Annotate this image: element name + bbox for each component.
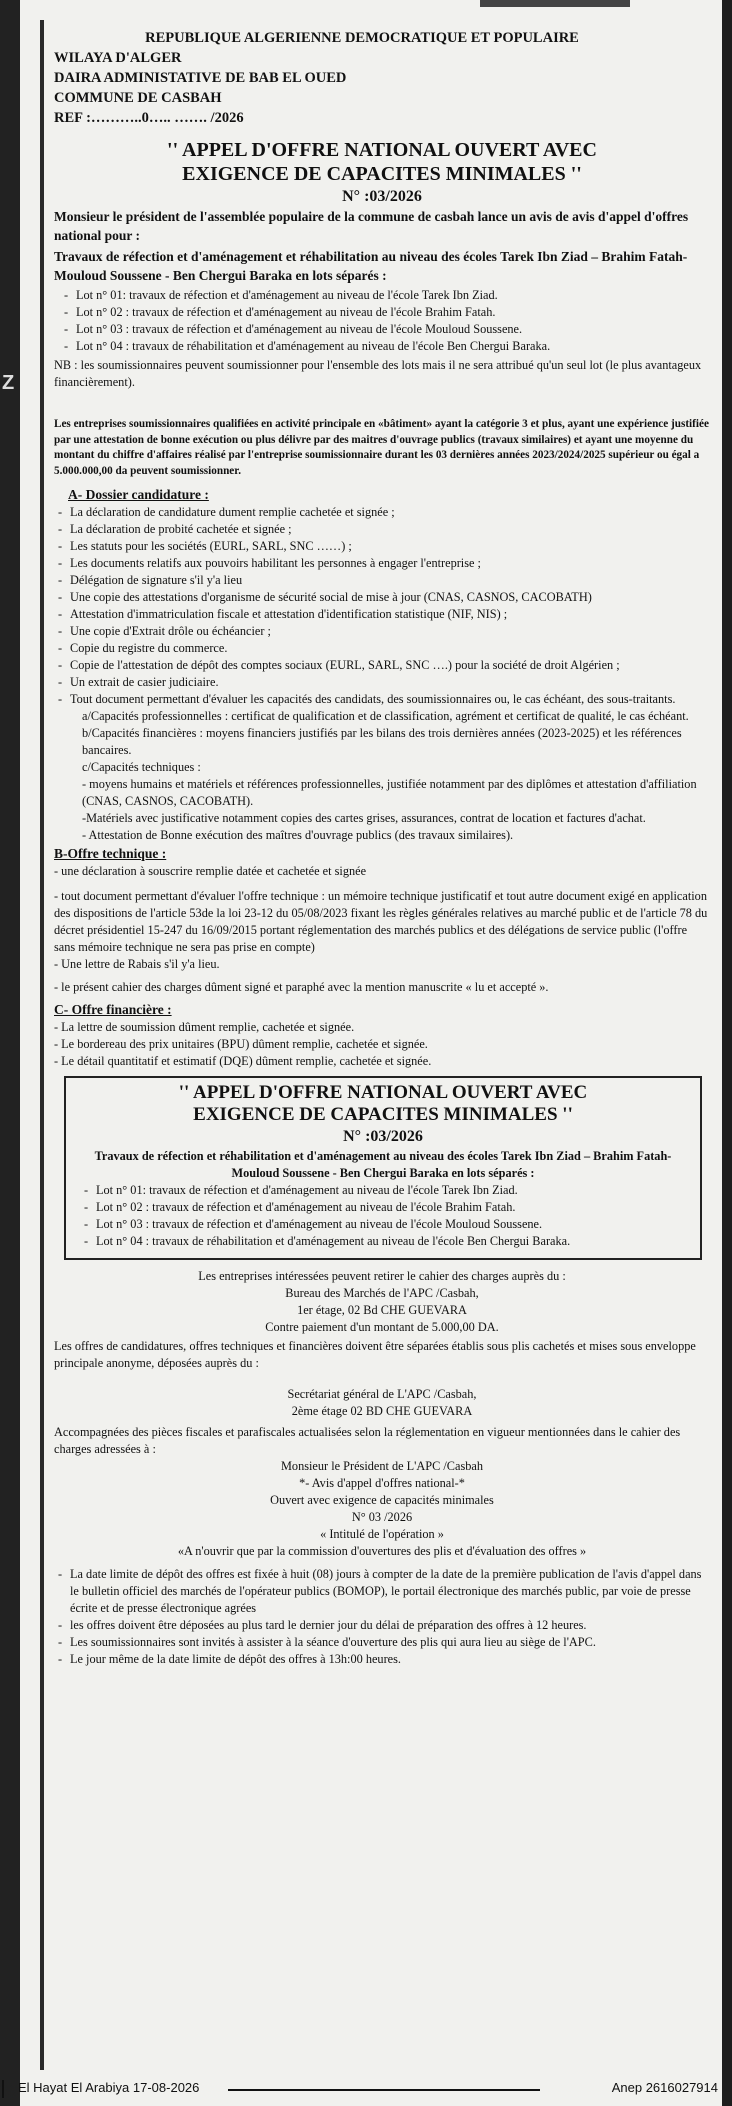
addressee-line: «A n'ouvrir que par la commission d'ouvertures des plis et d'évaluation des offres » — [177, 1544, 587, 1558]
notice-number: N° :03/2026 — [342, 188, 422, 205]
addressee-line: *- Avis d'appel d'offres national-* — [299, 1476, 465, 1490]
list-item: - Délégation de signature s'il y'a lieu — [54, 572, 710, 589]
list-item: - Le jour même de la date limite de dépôt des offres à 13h:00 heures. — [54, 1651, 710, 1668]
offer-line: - une déclaration à souscrire remplie datée et cachetée et signée — [54, 864, 367, 878]
list-item: - Les soumissionnaires sont invités à assister à la séance d'ouverture des plis qui aura lieu au siège de l'APC. — [54, 1634, 710, 1651]
list-item: - Lot n° 02 : travaux de réfection et d'aménagement au niveau de l'école Brahim Fatah. — [74, 1199, 692, 1216]
submission-paragraph: Les offres de candidatures, offres techniques et financières doivent être séparées établis sous plis cachetés et mises sous enveloppe principale anonyme, déposées auprès du : — [54, 1339, 696, 1370]
section-c-body — [54, 1019, 710, 1070]
offer-line: - Le détail quantitatif et estimatif (DQE) dûment remplie, cachetée et signée. — [54, 1054, 432, 1068]
addressee-line: Ouvert avec exigence de capacités minimales — [270, 1493, 494, 1507]
header-wilaya: WILAYA D'ALGER — [54, 50, 182, 66]
offer-line: - La lettre de soumission dûment remplie, cachetée et signée. — [54, 1020, 355, 1034]
summary-box — [64, 1076, 702, 1260]
cap-financial: b/Capacités financières : moyens financiers justifiés par les bilans des trois dernières années (2023-2025) et les références bancaires. — [82, 726, 682, 757]
left-border-rule — [40, 20, 44, 2070]
list-item: - Tout document permettant d'évaluer les capacités des candidats, des soumissionnaires ou, le cas échéant, des sous-traitants. — [54, 691, 710, 708]
addressee-line: Monsieur le Président de L'APC /Casbah — [280, 1459, 484, 1473]
header-ref: REF :………..0….. ……. /2026 — [54, 110, 244, 126]
retrieval-line: Contre paiement d'un montant de 5.000,00 DA. — [265, 1320, 499, 1334]
secretariat-block — [54, 1386, 710, 1420]
section-a-list — [54, 504, 710, 708]
section-a-heading: A- Dossier candidature : — [68, 487, 209, 502]
nb-note: NB : les soumissionnaires peuvent soumissionner pour l'ensemble des lots mais il ne sera attribué qu'un seul lot (le plus avantageux financièrement). — [54, 358, 702, 389]
right-scan-strip — [722, 0, 732, 2106]
header-block — [54, 28, 710, 128]
tech-item: - moyens humains et matériels et références professionnelles, justifiée notamment par des diplômes et attestation d'affiliation (CNAS, CASNOS, CACOBATH). — [82, 777, 697, 808]
list-item: - La déclaration de candidature dument remplie cachetée et signée ; — [54, 504, 710, 521]
final-conditions-list — [54, 1566, 710, 1668]
footer-tick — [2, 2080, 4, 2098]
footer — [0, 2080, 732, 2100]
list-item: - La date limite de dépôt des offres est fixée à huit (08) jours à compter de la date de la première publication de l'avis d'appel dans le bulletin officiel des marchés de l'opérateur publics (BOMOP), le portail électronique des marchés public, par voie de presse écrite et de presse électronique agrées — [54, 1566, 710, 1617]
eligibility-paragraph: Les entreprises soumissionnaires qualifiées en activité principale en «bâtiment» ayant la catégorie 3 et plus, ayant une expérience justifiée par une attestation de bonne exécution ou plus délivre par des maitres d'ouvrage publics (travaux similaires) et ayant une moyenne du montant du chiffre d'affaires réalisé par l'entreprise soumissionnaire durant les 03 dernières années 2023/2024/2025 supérieur ou égal a 5.000.000,00 da peuvent soumissionner. — [54, 418, 709, 477]
list-item: - Lot n° 01: travaux de réfection et d'aménagement au niveau de l'école Tarek Ibn Ziad. — [74, 1182, 692, 1199]
secretariat-line: 2ème étage 02 BD CHE GUEVARA — [291, 1404, 473, 1418]
retrieval-line: 1er étage, 02 Bd CHE GUEVARA — [297, 1303, 467, 1317]
box-title-2: EXIGENCE DE CAPACITES MINIMALES '' — [193, 1104, 573, 1125]
list-item: - Copie de l'attestation de dépôt des comptes sociaux (EURL, SARL, SNC ….) pour la société de droit Algérien ; — [54, 657, 710, 674]
edge-letter: Z — [2, 372, 15, 394]
list-item: - les offres doivent être déposées au plus tard le dernier jour du délai de préparation des offres à 12 heures. — [54, 1617, 710, 1634]
list-item: - Une copie d'Extrait drôle ou échéancier ; — [54, 623, 710, 640]
accompaniment-paragraph: Accompagnées des pièces fiscales et parafiscales actualisées selon la réglementation en vigueur mentionnées dans le cahier des charges adressées à : — [54, 1425, 681, 1456]
list-item: - Lot n° 03 : travaux de réfection et d'aménagement au niveau de l'école Mouloud Soussene. — [54, 321, 710, 338]
list-item: - Lot n° 03 : travaux de réfection et d'aménagement au niveau de l'école Mouloud Soussene. — [74, 1216, 692, 1233]
list-item: - Attestation d'immatriculation fiscale et attestation d'identification statistique (NIF, NIS) ; — [54, 606, 710, 623]
list-item: - Lot n° 04 : travaux de réhabilitation et d'aménagement au niveau de l'école Ben Chergui Baraka. — [54, 338, 710, 355]
box-number: N° :03/2026 — [343, 1128, 423, 1145]
footer-rule — [228, 2089, 540, 2091]
tech-item: -Matériels avec justificative notamment copies des cartes grises, assurances, contrat de location et factures d'achat. — [82, 811, 646, 825]
footer-reference: Anep 2616027914 — [611, 2080, 718, 2095]
notice-title-2: EXIGENCE DE CAPACITES MINIMALES '' — [182, 163, 582, 185]
list-item: - Un extrait de casier judiciaire. — [54, 674, 710, 691]
intro-paragraph: Monsieur le président de l'assemblée populaire de la commune de casbah lance un avis de avis d'appel d'offres national pour : — [54, 209, 689, 243]
addressee-line: N° 03 /2026 — [351, 1510, 413, 1524]
offer-line: - tout document permettant d'évaluer l'offre technique : un mémoire technique justificatif et tout autre document exigé en application des dispositions de l'article 53de la loi 23-12 du 05/08/2023 fixant les règles générales relatives au marché public et de l'article 78 du décret présidentiel 15-247 du 16/09/2015 portant réglementation des marchés publics et des délégations de service public (l'offre sans mémoire technique ne sera pas prise en compte) — [54, 889, 708, 954]
header-republic: REPUBLIQUE ALGERIENNE DEMOCRATIQUE ET POPULAIRE — [145, 30, 579, 46]
cap-professional: a/Capacités professionnelles : certificat de qualification et de classification, agrément et certificat de qualité, le cas échéant. — [82, 709, 689, 723]
retrieval-line: Les entreprises intéressées peuvent retirer le cahier des charges auprès du : — [198, 1269, 566, 1283]
box-title-1: '' APPEL D'OFFRE NATIONAL OUVERT AVEC — [178, 1082, 588, 1103]
cap-technical: c/Capacités techniques : — [82, 760, 201, 774]
works-description: Travaux de réfection et d'aménagement et réhabilitation au niveau des écoles Tarek Ibn Ziad – Brahim Fatah- Mouloud Soussene - Ben Chergui Baraka en lots séparés : — [54, 249, 688, 283]
box-lots-list — [74, 1182, 692, 1250]
list-item: - Les statuts pour les sociétés (EURL, SARL, SNC ……) ; — [54, 538, 710, 555]
notice-title-1: '' APPEL D'OFFRE NATIONAL OUVERT AVEC — [167, 139, 597, 161]
footer-publication: El Hayat El Arabiya 17-08-2026 — [18, 2080, 200, 2095]
offer-line: - le présent cahier des charges dûment signé et paraphé avec la mention manuscrite « lu et accepté ». — [54, 980, 549, 994]
tech-item: - Attestation de Bonne exécution des maîtres d'ouvrage publics (des travaux similaires). — [82, 828, 514, 842]
header-daira: DAIRA ADMINISTATIVE DE BAB EL OUED — [54, 70, 347, 86]
list-item: - Lot n° 01: travaux de réfection et d'aménagement au niveau de l'école Tarek Ibn Ziad. — [54, 287, 710, 304]
announcement-body — [54, 28, 710, 1668]
list-item: - La déclaration de probité cachetée et signée ; — [54, 521, 710, 538]
list-item: - Lot n° 04 : travaux de réhabilitation et d'aménagement au niveau de l'école Ben Chergui Baraka. — [74, 1233, 692, 1250]
list-item: - Les documents relatifs aux pouvoirs habilitant les personnes à engager l'entreprise ; — [54, 555, 710, 572]
section-b-body — [54, 863, 710, 996]
lots-list — [54, 287, 710, 355]
addressee-line: « Intitulé de l'opération » — [320, 1527, 444, 1541]
list-item: - Lot n° 02 : travaux de réfection et d'aménagement au niveau de l'école Brahim Fatah. — [54, 304, 710, 321]
list-item: - Une copie des attestations d'organisme de sécurité social de mise à jour (CNAS, CASNOS, CACOBATH) — [54, 589, 710, 606]
capacities-block — [54, 708, 710, 844]
header-commune: COMMUNE DE CASBAH — [54, 90, 222, 106]
box-description: Travaux de réfection et réhabilitation et d'aménagement au niveau des écoles Tarek Ibn Ziad – Brahim Fatah- Mouloud Soussene - Ben Chergui Baraka en lots séparés : — [94, 1149, 672, 1180]
secretariat-line: Secrétariat général de L'APC /Casbah, — [287, 1387, 477, 1401]
retrieval-line: Bureau des Marchés de l'APC /Casbah, — [285, 1286, 479, 1300]
top-edge-mark — [480, 0, 630, 7]
offer-line: - Le bordereau des prix unitaires (BPU) dûment remplie, cachetée et signée. — [54, 1037, 428, 1051]
left-scan-strip — [0, 0, 20, 2106]
retrieval-block — [54, 1268, 710, 1336]
offer-line: - Une lettre de Rabais s'il y'a lieu. — [54, 957, 220, 971]
section-c-heading: C- Offre financière : — [54, 1002, 172, 1017]
addressee-block — [54, 1458, 710, 1560]
list-item: - Copie du registre du commerce. — [54, 640, 710, 657]
section-b-heading: B-Offre technique : — [54, 846, 167, 861]
